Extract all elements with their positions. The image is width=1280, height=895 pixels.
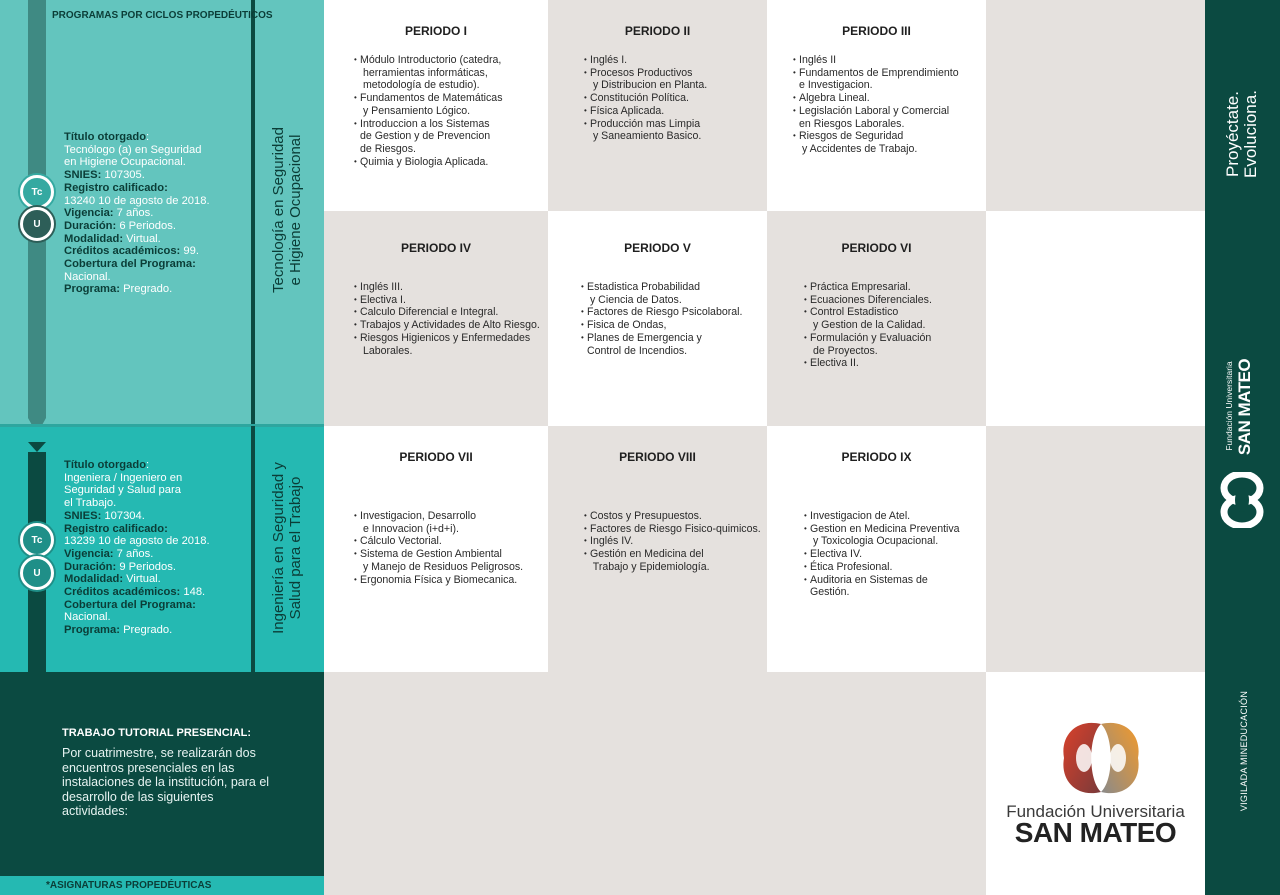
cobertura-label: Cobertura del Programa:	[64, 598, 196, 611]
registro-label: Registro calificado:	[64, 522, 168, 535]
modalidad-label: Modalidad:	[64, 232, 124, 245]
course-list	[804, 510, 960, 599]
registro-label: Registro calificado:	[64, 181, 168, 194]
creditos-label: Créditos académicos:	[64, 245, 181, 258]
course-list	[804, 281, 932, 370]
course-item: • Calculo Diferencial e Integral.	[354, 306, 540, 319]
panel-divider	[251, 0, 255, 426]
period-title: PERIODO IX	[841, 450, 912, 464]
tech-program-name: Tecnología en Seguridad e Higiene Ocupacional	[270, 127, 304, 293]
modalidad-value: Virtual.	[126, 573, 161, 586]
vigilada-text: VIGILADA MINEDUCACIÓN	[1239, 690, 1249, 812]
period-cell	[324, 0, 548, 211]
course-item: • Inglés I.	[584, 54, 707, 67]
course-item: • Factores de Riesgo Fisico-quimicos.	[584, 523, 761, 536]
tutorial-text: Por cuatrimestre, se realizarán dos encuentros presenciales en las instalaciones de la institución, para el desarrollo de las siguientes actividades:	[62, 746, 270, 818]
slogan: Proyéctate. Evoluciona.	[1223, 90, 1260, 178]
creditos-value: 99.	[183, 245, 199, 258]
tc-badge: Tc	[20, 175, 54, 209]
course-item: • Trabajos y Actividades de Alto Riesgo.	[354, 319, 540, 332]
period-cell	[324, 211, 548, 426]
tutorial-title: TRABAJO TUTORIAL PRESENCIAL:	[62, 727, 252, 739]
band-logo-icon	[1218, 472, 1266, 528]
vigencia-label: Vigencia:	[64, 207, 114, 220]
course-item: • Riesgos de Seguridad y Accidentes de Trabajo.	[793, 130, 959, 155]
course-item: • Fundamentos de Emprendimiento e Investigacion.	[793, 67, 959, 92]
period-title: PERIODO IV	[400, 241, 471, 255]
grid-cell	[767, 672, 986, 895]
period-cell	[548, 0, 767, 211]
cobertura-label: Cobertura del Programa:	[64, 258, 196, 271]
course-item: • Electiva I.	[354, 294, 540, 307]
cobertura-value: Nacional.	[64, 611, 111, 624]
period-cell	[548, 426, 767, 672]
course-item: • Quimia y Biologia Aplicada.	[354, 156, 503, 169]
course-list	[354, 54, 503, 168]
programa-value: Pregrado.	[123, 283, 173, 296]
course-item: • Auditoria en Sistemas de Gestión.	[804, 574, 960, 599]
program-header: PROGRAMAS POR CICLOS PROPEDÉUTICOS	[52, 10, 273, 21]
panel-divider	[251, 426, 255, 672]
course-item: • Sistema de Gestion Ambiental y Manejo de Residuos Peligrosos.	[354, 548, 523, 573]
course-item: • Electiva IV.	[804, 548, 960, 561]
course-item: • Práctica Empresarial.	[804, 281, 932, 294]
period-cell	[767, 426, 986, 672]
period-title: PERIODO II	[624, 24, 691, 38]
footer-note: *ASIGNATURAS PROPEDÉUTICAS	[46, 880, 212, 891]
course-item: • Planes de Emergencia y Control de Incendios.	[581, 332, 742, 357]
course-item: • Ética Profesional.	[804, 561, 960, 574]
course-item: • Factores de Riesgo Psicolaboral.	[581, 306, 742, 319]
period-title: PERIODO VI	[841, 241, 912, 255]
period-title: PERIODO VIII	[619, 450, 696, 464]
course-list	[793, 54, 959, 156]
logo-name-line2: SAN MATEO	[1014, 817, 1177, 848]
course-item: • Gestión en Medicina del Trabajo y Epidemiología.	[584, 548, 761, 573]
duracion-value: 6 Periodos.	[119, 219, 176, 232]
period-cell	[324, 426, 548, 672]
course-list	[354, 510, 523, 586]
course-item: • Fundamentos de Matemáticas y Pensamiento Lógico.	[354, 92, 503, 117]
ing-program-info: Título otorgado: Ingeniera / Ingeniero en Seguridad y Salud para el Trabajo. SNIES: 107304. Registro calificado: 13239 10 de agosto de 2018. Vigencia: 7 años. Duración: 9 Periodos. Modalidad: Virtual. Créditos académicos: 148. Cobertura del Programa: Nacional. Programa: Pregrado.	[64, 459, 210, 637]
u-badge: U	[20, 207, 54, 241]
course-item: • Control Estadistico y Gestion de la Calidad.	[804, 306, 932, 331]
course-item: • Inglés II	[793, 54, 959, 67]
ing-program-name: Ingeniería en Seguridad y Salud para el Trabajo	[270, 462, 304, 634]
course-item: • Gestion en Medicina Preventiva y Toxicologia Ocupacional.	[804, 523, 960, 548]
duracion-label: Duración:	[64, 560, 117, 573]
duracion-value: 9 Periodos.	[119, 560, 176, 573]
course-item: • Inglés IV.	[584, 535, 761, 548]
titulo-label: Título otorgado	[64, 459, 147, 471]
course-item: • Ecuaciones Diferenciales.	[804, 294, 932, 307]
period-cell	[548, 211, 767, 426]
course-item: • Física Aplicada.	[584, 105, 707, 118]
period-title: PERIODO III	[842, 24, 911, 38]
course-item: • Inglés III.	[354, 281, 540, 294]
logo-name-line1: Fundación Universitaria	[1006, 802, 1185, 821]
snies-label: SNIES:	[64, 169, 102, 182]
snies-value: 107304.	[104, 509, 145, 522]
period-title: PERIODO V	[624, 241, 691, 255]
course-item: • Costos y Presupuestos.	[584, 510, 761, 523]
registro-value: 13239 10 de agosto de 2018.	[64, 535, 210, 548]
course-list	[581, 281, 742, 357]
course-item: • Investigacion, Desarrollo e Innovacion (i+d+i).	[354, 510, 523, 535]
course-list	[584, 54, 707, 143]
course-item: • Ergonomia Física y Biomecanica.	[354, 574, 523, 587]
registro-value: 13240 10 de agosto de 2018.	[64, 194, 210, 207]
grid-cell	[324, 672, 548, 895]
course-item: • Fisica de Ondas,	[581, 319, 742, 332]
panel-separator	[0, 424, 324, 427]
course-item: • Legislación Laboral y Comercial en Riesgos Laborales.	[793, 105, 959, 130]
logo-icon	[1058, 718, 1144, 798]
grid-cell	[986, 0, 1205, 211]
course-item: • Electiva II.	[804, 357, 932, 370]
duracion-label: Duración:	[64, 219, 117, 232]
u-badge: U	[20, 556, 54, 590]
creditos-value: 148.	[183, 586, 206, 599]
grid-cell	[548, 672, 767, 895]
period-cell	[767, 211, 986, 426]
vigencia-label: Vigencia:	[64, 547, 114, 560]
titulo-value: Tecnólogo (a) en Seguridad en Higiene Ocupacional.	[64, 143, 202, 169]
course-item: • Algebra Lineal.	[793, 92, 959, 105]
cobertura-value: Nacional.	[64, 270, 111, 283]
course-item: • Introduccion a los Sistemas de Gestion y de Prevencion de Riesgos.	[354, 118, 503, 156]
band-logo-small-text: Fundación Universitaria	[1224, 361, 1234, 451]
grid-cell	[986, 426, 1205, 672]
course-item: • Procesos Productivos y Distribucion en Planta.	[584, 67, 707, 92]
snies-value: 107305.	[104, 169, 145, 182]
band-logo-big-text: SAN MATEO	[1235, 358, 1254, 456]
course-item: • Constitución Política.	[584, 92, 707, 105]
course-item: • Módulo Introductorio (catedra, herramientas informáticas, metodología de estudio).	[354, 54, 503, 92]
course-item: • Cálculo Vectorial.	[354, 535, 523, 548]
grid-cell	[986, 211, 1205, 426]
period-cell	[767, 0, 986, 211]
programa-value: Pregrado.	[123, 624, 173, 637]
period-title: PERIODO VII	[399, 450, 473, 464]
course-item: • Estadistica Probabilidad y Ciencia de Datos.	[581, 281, 742, 306]
course-item: • Producción mas Limpia y Saneamiento Basico.	[584, 118, 707, 143]
course-item: • Riesgos Higienicos y Enfermedades Laborales.	[354, 332, 540, 357]
titulo-label: Título otorgado	[64, 131, 147, 143]
course-list	[354, 281, 540, 357]
modalidad-label: Modalidad:	[64, 573, 124, 586]
creditos-label: Créditos académicos:	[64, 586, 181, 599]
snies-label: SNIES:	[64, 509, 102, 522]
tech-program-info: Título otorgado: Tecnólogo (a) en Seguridad en Higiene Ocupacional. SNIES: 107305. Registro calificado: 13240 10 de agosto de 2018. Vigencia: 7 años. Duración: 6 Periodos. Modalidad: Virtual. Créditos académicos: 99. Cobertura del Programa: Nacional. Programa: Pregrado.	[64, 131, 249, 296]
strip-notch	[28, 442, 46, 452]
course-list	[584, 510, 761, 574]
course-item: • Investigacion de Atel.	[804, 510, 960, 523]
period-title: PERIODO I	[404, 24, 467, 38]
vigencia-value: 7 años.	[116, 207, 154, 220]
tc-badge: Tc	[20, 523, 54, 557]
programa-label: Programa:	[64, 624, 120, 637]
vigencia-value: 7 años.	[116, 547, 154, 560]
programa-label: Programa:	[64, 283, 120, 296]
modalidad-value: Virtual.	[126, 232, 161, 245]
course-item: • Formulación y Evaluación de Proyectos.	[804, 332, 932, 357]
titulo-value: Ingeniera / Ingeniero en Seguridad y Salud para el Trabajo.	[64, 471, 183, 510]
